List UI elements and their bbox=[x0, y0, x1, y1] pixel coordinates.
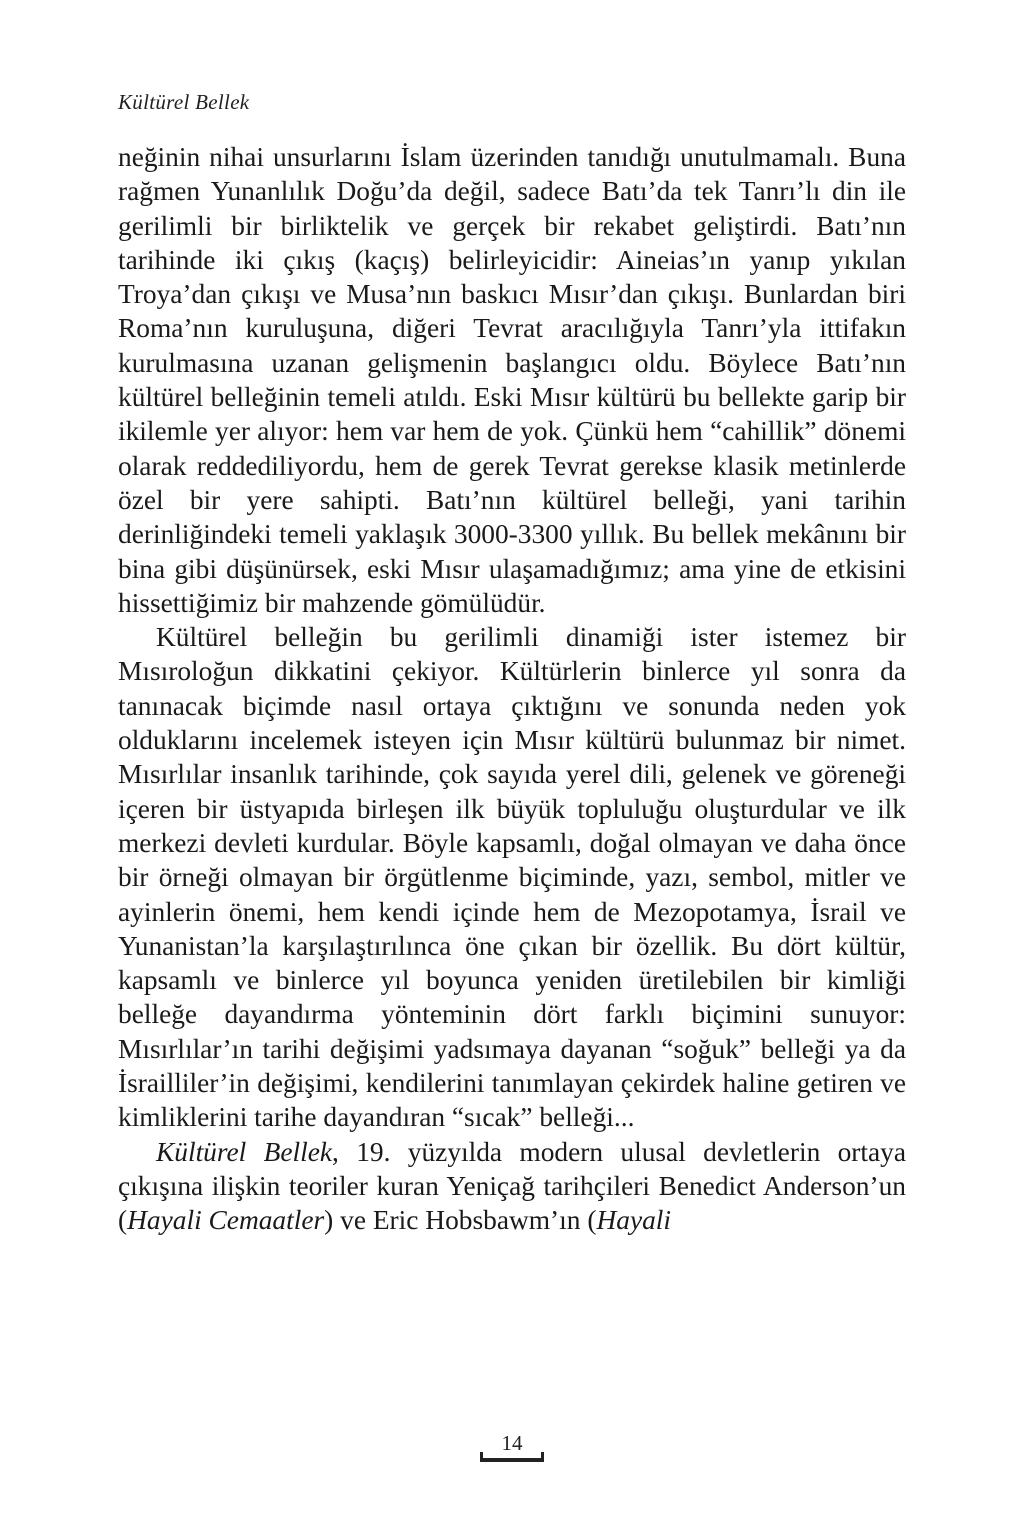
book-title-italic: Hayali Cemaatler bbox=[127, 1205, 325, 1236]
book-title-italic: Kültürel Bellek bbox=[156, 1136, 333, 1167]
book-page bbox=[118, 0, 906, 1536]
paragraph-3 bbox=[118, 1135, 906, 1238]
text-segment: Kültürel belleğin bu gerilimli dinamiği ister istemez bir Mısıroloğun dikkatini çekiyor. Kültürlerin binlerce yıl sonra da tanınacak biçimde nasıl ortaya çıktığını ve sonunda neden yok olduklarını incelemek isteyen için Mısır kültürü bulunmaz bir nimet. Mısırlılar insanlık tarihinde, çok sayıda yerel dili, gelenek ve göreneği içeren bir üstyapıda birleşen ilk büyük topluluğu oluşturdular ve ilk merkezi devleti kurdular. Böyle kapsamlı, doğal olmayan ve daha önce bir örneği olmayan bir örgütlenme biçiminde, yazı, sembol, mitler ve ayinlerin önemi, hem kendi içinde hem de Mezopotamya, İsrail ve Yunanistan’la karşılaştırılınca öne çıkan bir özellik. Bu dört kültür, kapsamlı ve binlerce yıl boyunca yeniden üretilebilen bir kimliği belleğe dayandırma yönteminin dört farklı biçimini sunuyor: Mısırlılar’ın tarihi değişimi yadsımaya dayanan “soğuk” belleği ya da İsrailliler’in değişimi, kendilerini tanımlayan çekirdek haline getiren ve kimliklerini tarihe dayandıran “sıcak” belleği... bbox=[118, 622, 906, 1133]
running-header: Kültürel Bellek bbox=[118, 90, 250, 114]
body-text bbox=[118, 140, 906, 1238]
text-segment: , 19. yüzyılda modern ulusal devletlerin ortaya çıkışına ilişkin teoriler kuran Yeniçağ tarihçileri Benedict Anderson’un ( bbox=[118, 1136, 907, 1236]
page-number: 14 bbox=[501, 1431, 523, 1455]
text-segment: neğinin nihai unsurlarını İslam üzerinden tanıdığı unutulmamalı. Buna rağmen Yunanlılık Doğu’da değil, sadece Batı’da tek Tanrı’lı din ile gerilimli bir birliktelik ve gerçek bir rekabet geliştirdi. Batı’nın tarihinde iki çıkış (kaçış) belirleyicidir: Aineias’ın yanıp yıkılan Troya’dan çıkışı ve Musa’nın baskıcı Mısır’dan çıkışı. Bunlardan biri Roma’nın kuruluşuna, diğeri Tevrat aracılığıyla Tanrı’yla ittifakın kurulmasına uzanan gelişmenin başlangıcı oldu. Böylece Batı’nın kültürel belleğinin temeli atıldı. Eski Mısır kültürü bu bellekte garip bir ikilemle yer alıyor: hem var hem de yok. Çünkü hem “cahillik” dönemi olarak reddediliyordu, hem de gerek Tevrat gerekse klasik metinlerde özel bir yere sahipti. Batı’nın kültürel belleği, yani tarihin derinliğindeki temeli yaklaşık 3000-3300 yıllık. Bu bellek mekânını bir bina gibi düşünürsek, eski Mısır ulaşamadığımız; ama yine de etkisini hissettiğimiz bir mahzende gömülüdür. bbox=[118, 142, 906, 618]
paragraph-2 bbox=[118, 620, 906, 1134]
book-title-italic: Hayali bbox=[596, 1205, 672, 1236]
text-segment: ) ve Eric Hobsbawm’ın ( bbox=[324, 1205, 597, 1236]
page-number-rule bbox=[480, 1458, 544, 1462]
page-number-block bbox=[480, 1430, 544, 1462]
paragraph-1 bbox=[118, 140, 906, 620]
